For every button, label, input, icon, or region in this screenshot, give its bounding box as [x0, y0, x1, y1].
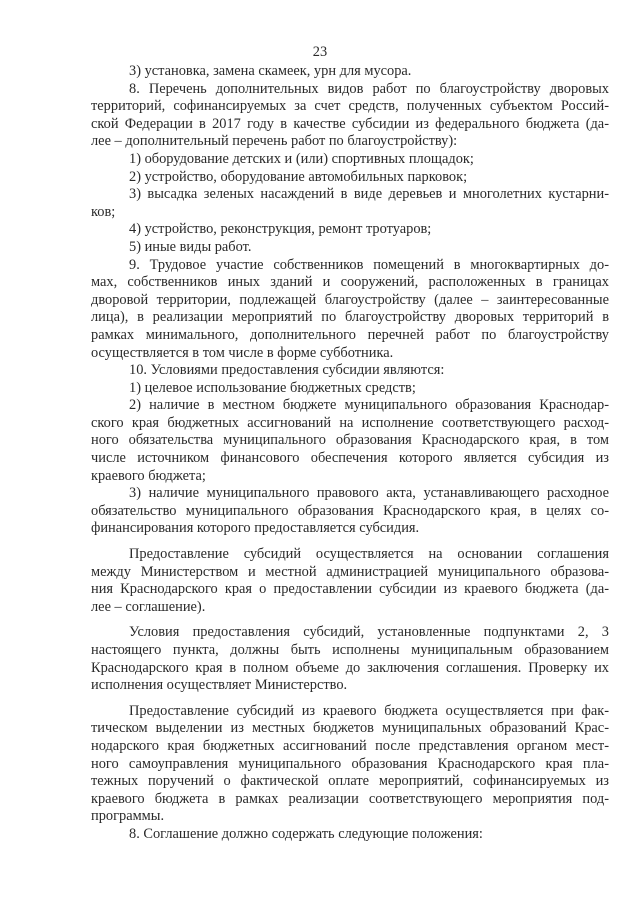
text-line: ков;: [91, 203, 116, 220]
text-line: нодарского края бюджетных ассигнований после представления органом мест-: [91, 737, 609, 754]
text-line: ния Краснодарского края о предоставлении субсидии из краевого бюджета (да-: [91, 581, 609, 598]
text-line: рамках минимального, дополнительного перечней работ по благоустройству: [91, 326, 609, 343]
text-line: 3) высадка зеленых насаждений в виде деревьев и многолетних кустарни-: [129, 186, 609, 203]
text-line: ного самоуправления муниципального образования Краснодарского края пла-: [91, 755, 609, 772]
text-line: 2) устройство, оборудование автомобильных парковок;: [129, 168, 468, 185]
text-line: 2) наличие в местном бюджете муниципального образования Краснодар-: [129, 397, 609, 414]
text-line: 3) установка, замена скамеек, урн для мусора.: [129, 63, 412, 79]
text-line: тежных поручений о фактической оплате мероприятий, софинансируемых из: [91, 773, 609, 790]
text-line: 1) целевое использование бюджетных средств;: [129, 379, 416, 396]
text-line: краевого бюджета в рамках реализации соответствующего мероприятия под-: [91, 790, 609, 807]
text-line: финансирования которого предоставляется субсидия.: [91, 520, 420, 537]
text-line: исполнения осуществляет Министерство.: [91, 677, 348, 694]
text-line: осуществляется в том числе в форме субботника.: [91, 344, 394, 361]
text-line: обязательство муниципального образования Краснодарского края, в целях со-: [91, 502, 609, 519]
text-line: настоящего пункта, должны быть исполнены муниципальным образованием: [91, 642, 609, 658]
text-line: 10. Условиями предоставления субсидии являются:: [129, 362, 445, 379]
text-line: 4) устройство, реконструкция, ремонт тротуаров;: [129, 221, 432, 238]
document-body: [91, 63, 609, 844]
text-line: 8. Соглашение должно содержать следующие положения:: [129, 825, 483, 842]
text-line: Условия предоставления субсидий, установленные подпунктами 2, 3: [129, 624, 609, 641]
text-line: числе источником финансового обеспечения которого является субсидия из: [91, 450, 609, 467]
text-line: 5) иные виды работ.: [129, 238, 252, 255]
text-line: ской Федерации в 2017 году в качестве субсидии из федерального бюджета (да-: [91, 115, 609, 132]
text-line: Краснодарского края в полном объеме до заключения соглашения. Проверку их: [91, 659, 609, 676]
text-line: ского края бюджетных ассигнований на исполнение соответствующего расход-: [91, 414, 609, 431]
text-line: Предоставление субсидий из краевого бюджета осуществляется при фак-: [129, 702, 609, 719]
text-line: ного обязательства муниципального образования Краснодарского края, в том: [91, 432, 609, 449]
text-line: лица), в реализации мероприятий по благоустройству дворовых территорий в: [91, 309, 609, 326]
text-line: Предоставление субсидий осуществляется на основании соглашения: [129, 546, 609, 563]
text-line: мах, собственников иных зданий и сооружений, расположенных в границах: [91, 274, 609, 291]
text-line: дворовой территории, подлежащей благоустройству (далее – заинтересованные: [91, 291, 609, 308]
text-line: 9. Трудовое участие собственников помещений в многоквартирных до-: [129, 256, 609, 273]
text-line: между Министерством и местной администрацией муниципального образова-: [91, 563, 609, 580]
text-line: территорий, софинансируемых за счет средств, полученных субъектом Россий-: [91, 98, 609, 115]
text-line: лее – соглашение).: [91, 598, 206, 615]
text-line: 1) оборудование детских и (или) спортивных площадок;: [129, 150, 474, 167]
page-number: 23: [312, 44, 328, 60]
text-line: лее – дополнительный перечень работ по благоустройству):: [91, 133, 458, 150]
text-line: 3) наличие муниципального правового акта, устанавливающего расходное: [129, 485, 609, 502]
text-line: краевого бюджета;: [91, 467, 206, 484]
text-line: тическом выделении из местных бюджетов муниципальных образований Крас-: [91, 720, 609, 737]
text-line: программы.: [91, 808, 165, 825]
text-line: 8. Перечень дополнительных видов работ по благоустройству дворовых: [129, 80, 609, 97]
